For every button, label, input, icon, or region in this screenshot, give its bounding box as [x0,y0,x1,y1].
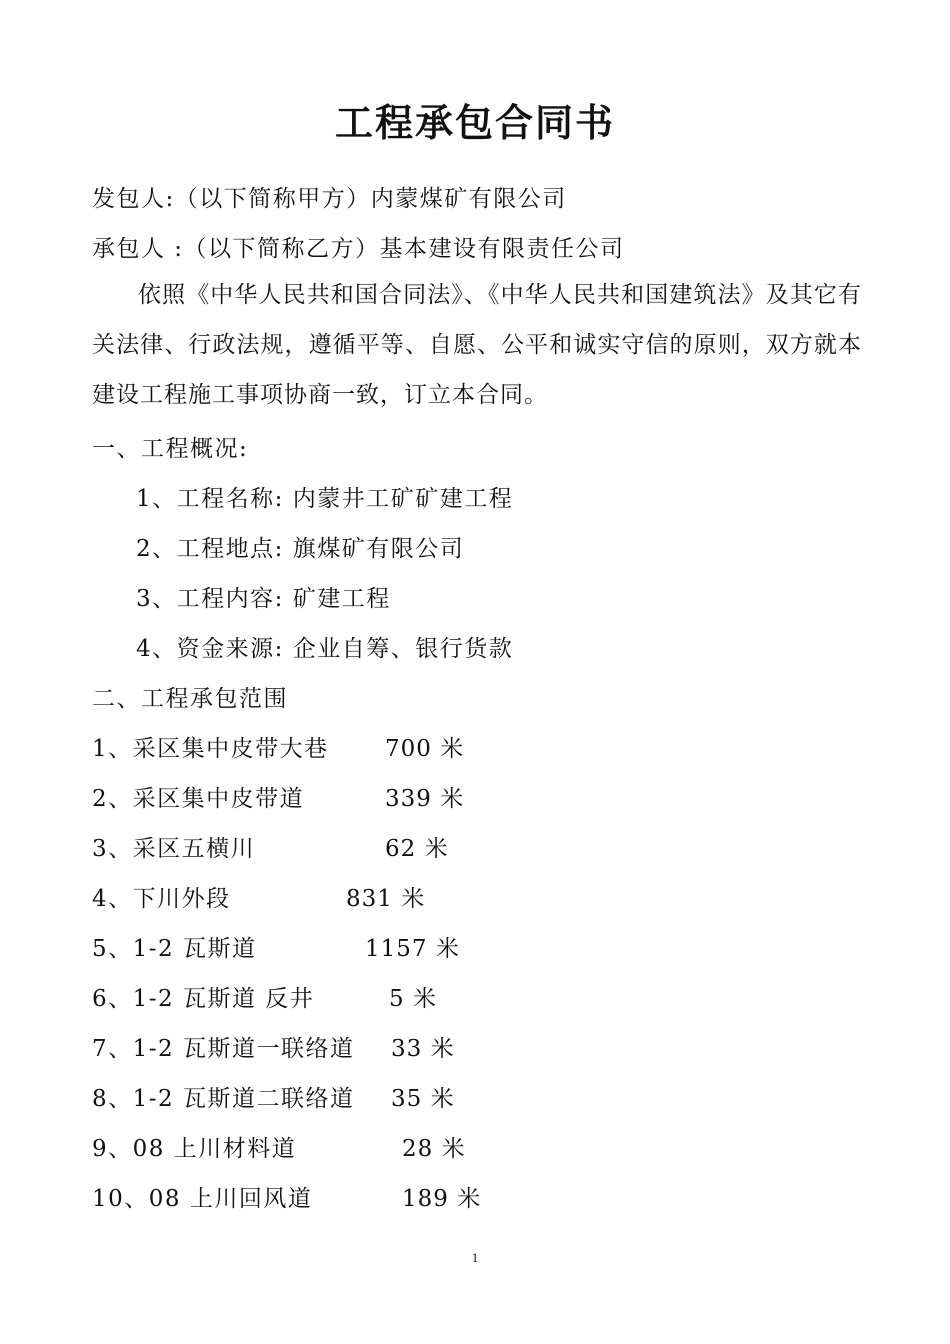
scope-item-quantity: 33 米 [391,1036,455,1062]
scope-item-name: 7、1-2 瓦斯道一联络道 [92,1036,355,1062]
scope-item-quantity: 5 米 [389,986,437,1012]
scope-item-name: 10、08 上川回风道 [92,1186,313,1212]
scope-item-quantity: 35 米 [391,1086,455,1112]
section-2-heading: 二、工程承包范围 [92,686,288,712]
scope-item-quantity: 62 米 [385,836,449,862]
project-location-item: 2、工程地点: 旗煤矿有限公司 [136,536,465,562]
funding-source-item: 4、资金来源: 企业自筹、银行货款 [136,636,514,662]
scope-item-name: 4、下川外段 [92,886,231,912]
scope-item-name: 5、1-2 瓦斯道 [92,936,257,962]
scope-item-quantity: 339 米 [385,786,465,812]
document-title: 工程承包合同书 [334,101,615,145]
scope-item-quantity: 189 米 [402,1186,482,1212]
scope-item-quantity: 831 米 [346,886,426,912]
project-name-item: 1、工程名称: 内蒙井工矿矿建工程 [136,486,514,512]
scope-item-name: 1、采区集中皮带大巷 [92,736,329,762]
project-content-item: 3、工程内容: 矿建工程 [136,586,391,612]
scope-item-name: 3、采区五横川 [92,836,256,862]
scope-item-name: 2、采区集中皮带道 [92,786,305,812]
scope-item-quantity: 700 米 [385,736,465,762]
scope-item-name: 6、1-2 瓦斯道 反井 [92,986,315,1012]
page-number: 1 [471,1250,479,1265]
scope-item-quantity: 28 米 [402,1136,466,1162]
party-a-line: 发包人:（以下简称甲方）内蒙煤矿有限公司 [92,186,567,212]
section-1-heading: 一、工程概况: [92,436,249,462]
scope-item-quantity: 1157 米 [365,936,460,962]
intro-paragraph: 依照《中华人民共和国合同法》、《中华人民共和国建筑法》及其它有关法律、行政法规，遵循平等、自愿、公平和诚实守信的原则，双方就本建设工程施工事项协商一致，订立本合同。 [92,282,862,408]
scope-item-name: 9、08 上川材料道 [92,1136,297,1162]
scope-item-name: 8、1-2 瓦斯道二联络道 [92,1086,355,1112]
party-b-line: 承包人 :（以下简称乙方）基本建设有限责任公司 [92,236,625,262]
